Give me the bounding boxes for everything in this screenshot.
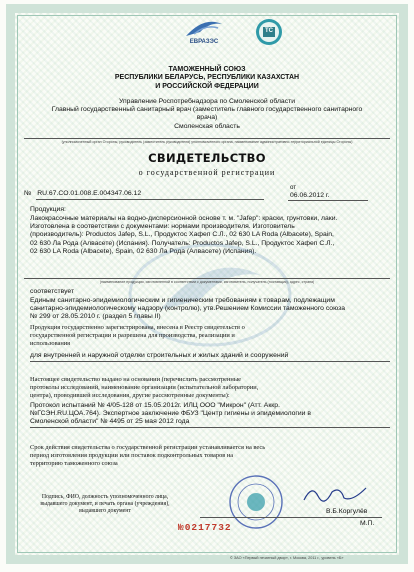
product-label: Продукция:: [30, 206, 66, 213]
usage-scope: для внутренней и наружной отделки строительных и жилых зданий и сооружений: [30, 352, 289, 359]
registry-line-1: Продукция государственно зарегистрирована, внесена в Реестр свидетельств о: [30, 324, 245, 331]
union-line-3: И РОССИЙСКОЙ ФЕДЕРАЦИИ: [155, 82, 259, 90]
number-label: №: [24, 190, 32, 197]
authority-line-4: Смоленская область: [174, 122, 240, 130]
product-line-1: Лакокрасочные материалы на водно-дисперсионной основе т. м. "Jafep": краски, грунтовки, лаки.: [30, 215, 338, 222]
product-line-3: (производитель): Productos Jafep, S.L., Продуктос Хафеп С.Л., 02 630 LA Roda (Albacete), Spain,: [30, 231, 334, 239]
authority-line-1: Управление Роспотребнадзора по Смоленской области: [118, 98, 296, 105]
basis-line-3: центра), проводившей исследования, другие рассмотренные документы):: [30, 391, 230, 399]
basis-line-2: протоколы исследований, наименование организации (испытательной лаборатории,: [30, 383, 259, 391]
registry-statement: [30, 324, 390, 348]
customs-union-emblem-text: ТС: [265, 28, 273, 34]
basis-documents: [30, 402, 390, 427]
certificate-subtitle: о государственной регистрации: [138, 168, 276, 177]
certificate-number: RU.67.CO.01.008.E.004347.06.12: [37, 190, 142, 197]
seal-place-label: М.П.: [360, 520, 375, 527]
signature-line-2: выдавшего документ, и печать органа (учреждения),: [40, 501, 170, 508]
certificate-title: СВИДЕТЕЛЬСТВО: [148, 151, 266, 165]
compliance-label: соответствует: [30, 288, 75, 295]
union-line-2: РЕСПУБЛИКИ БЕЛАРУСЬ, РЕСПУБЛИКИ КАЗАХСТАН: [114, 74, 300, 82]
customs-union-emblem: [254, 16, 284, 48]
registry-line-3: использования: [30, 339, 71, 347]
validity-line-3: территорию таможенного союза: [30, 459, 118, 467]
basis-doc-2: №ГСЭН.RU.ЦОА.764). Экспертное заключение ФБУЗ "Центр гигиены и эпидемиологии в: [30, 410, 311, 418]
handwritten-signature: [300, 482, 370, 506]
signature-caption: [30, 494, 180, 516]
validity-line-1: Срок действия свидетельства о государственной регистрации устанавливается на весь: [30, 444, 266, 451]
compliance-line-1: Единым санитарно-эпидемиологическим и гигиеническим требованиям к товарам, подлежащим: [30, 297, 335, 304]
compliance-line-2: санитарно-эпидемиологическому надзору (контролю), утв.Решением Комиссии таможенного союза: [30, 305, 346, 313]
authority-caption: (уполномоченный орган Стороны, руководитель (заместитель руководителя) уполномоченного органа, наименование административно-территориальной единицы Стороны): [61, 140, 353, 144]
validity-line-2: период изготовления продукции или поставок подконтрольных товаров на: [30, 451, 234, 459]
date-label: от: [290, 184, 297, 191]
compliance-line-3: № 299 от 28.05.2010 г. (раздел 5 главы II): [30, 313, 161, 321]
union-line-1: ТАМОЖЕННЫЙ СОЮЗ: [168, 66, 246, 73]
basis-doc-1: Протокол испытаний № 4/05-128 от 15.05.2012г. ИЛЦ ООО "Микрон" (Атт. Аккр.: [30, 402, 280, 409]
issuing-authority: [24, 98, 390, 131]
form-number: [178, 522, 232, 533]
authority-line-2: Главный государственный санитарный врач (заместитель главного государственного санитарного: [51, 106, 363, 114]
product-line-4: 02 630 Ла Рода (Алвасете) (Испания). Получатель: Productos Jafep, S.L., Продуктос Хафеп С.Л.,: [30, 239, 335, 247]
official-stamp: [228, 474, 284, 530]
eurasec-logo: [176, 14, 232, 48]
product-line-2: Изготовлена в соответствии с документами: нормами производителя. Изготовитель: [30, 223, 295, 231]
eurasec-logo-text: ЕВРАЗЭС: [189, 39, 219, 45]
certificate-date: 06.06.2012 г.: [290, 192, 330, 199]
product-caption: (наименование продукции, изготовленной в соответствии с документами, изготовитель, получатель (поставщик), адрес, страна): [99, 280, 315, 284]
printer-imprint: © ЗАО «Первый печатный двор», г. Москва, 2011 г., уровень «Б»: [230, 556, 344, 560]
authority-line-3: врача): [196, 114, 218, 122]
union-title: [30, 66, 384, 91]
form-number-value: 0217732: [184, 522, 232, 533]
basis-line-1: Настоящее свидетельство выдано на основании (перечислить рассмотренные: [30, 376, 241, 383]
signature-line-1: Подпись, ФИО, должность уполномоченного лица,: [41, 494, 169, 500]
form-number-label: №: [178, 522, 185, 533]
signer-name: В.Б.Коргулёв: [326, 508, 368, 515]
basis-statement: [30, 376, 390, 400]
registry-line-2: государственной регистрации и разрешена для производства, реализации и: [30, 331, 235, 339]
basis-doc-3: Смоленской области" № 4495 от 25 мая 2012 года: [30, 418, 190, 426]
compliance-requirements: [30, 297, 390, 322]
certificate-number-row: [24, 190, 390, 198]
validity-statement: [30, 444, 390, 468]
signature-line-3: выдавшего документ: [79, 508, 131, 515]
product-line-5: 02 630 LA Roda (Albacete), Spain, 02 630 Ла Рода (Алвасете) (Испания).: [30, 247, 257, 255]
